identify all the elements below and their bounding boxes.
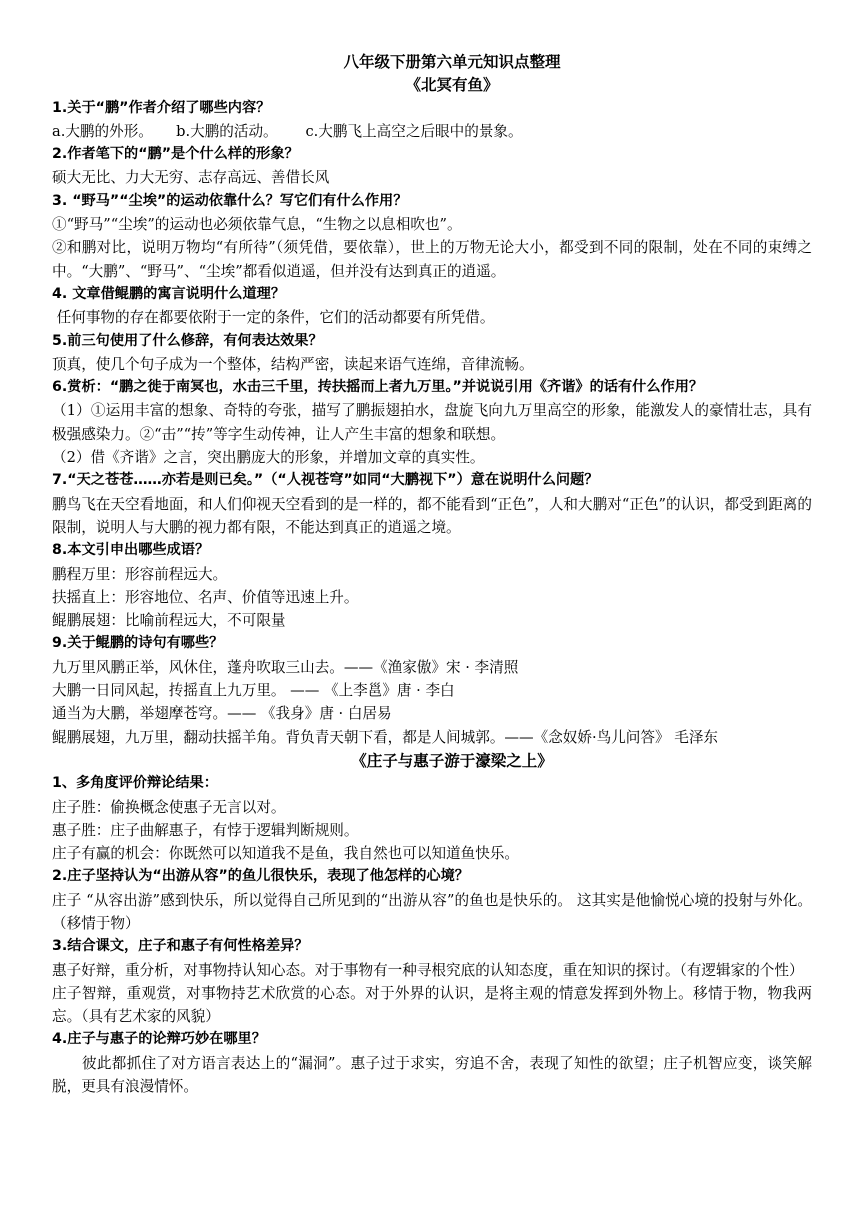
answer-line: 鲲鹏展翅：比喻前程远大，不可限量 (52, 612, 286, 630)
question: 4.庄子与惠子的论辩巧妙在哪里？ (52, 1031, 266, 1048)
question: 2.作者笔下的“鹏”是个什么样的形象？ (52, 146, 299, 163)
answer-line: 鹏程万里：形容前程远大。 (52, 565, 228, 583)
question: 2.庄子坚持认为“出游从容”的鱼儿很快乐，表现了他怎样的心境？ (52, 868, 469, 885)
question: 5.前三句使用了什么修辞，有何表达效果？ (52, 332, 323, 349)
section-title: 《庄子与惠子游于濠梁之上》 (351, 750, 553, 770)
question: 1.关于“鹏”作者介绍了哪些内容？ (52, 99, 271, 116)
answer-line: 顶真，使几个句子成为一个整体，结构严密，读起来语气连绵，音律流畅。 (52, 355, 534, 373)
section-title: 《北冥有鱼》 (405, 75, 499, 95)
question: 3. “野马”“尘埃”的运动依靠什么？写它们有什么作用？ (52, 192, 408, 209)
question: 1、多角度评价辩论结果： (52, 775, 218, 792)
answer-line: 惠子好辩，重分析，对事物持认知心态。对于事物有一种寻根究底的认知态度，重在知识的探讨。（有逻辑家的个性） (52, 961, 804, 979)
question: 4. 文章借鲲鹏的寓言说明什么道理？ (52, 285, 286, 302)
answer-line: （2）借《齐谐》之言，突出鹏庞大的形象，并增加文章的真实性。 (52, 449, 485, 467)
answer-line: 鲲鹏展翅，九万里，翻动扶摇羊角。背负青天朝下看，都是人间城郭。——《念奴娇·鸟儿问答》 毛泽东 (52, 728, 719, 746)
answer-line: 大鹏一日同风起，抟摇直上九万里。 —— 《上李邕》唐 · 李白 (52, 682, 455, 700)
answer-line: ②和鹏对比，说明万物均“有所待”（须凭借，要依靠），世上的万物无论大小，都受到不同的限制，处在不同的束缚之中。“大鹏”、“野马”、“尘埃”都看似逍遥，但并没有达到真正的逍遥。 (52, 239, 812, 280)
answer-line: 庄子 “从容出游”感到快乐，所以觉得自己所见到的“出游从容”的鱼也是快乐的。 这其实是他愉悦心境的投射与外化。（移情于物） (52, 891, 812, 932)
question: 3.结合课文，庄子和惠子有何性格差异？ (52, 938, 309, 955)
answer-line: 庄子有赢的机会：你既然可以知道我不是鱼，我自然也可以知道鱼快乐。 (52, 845, 520, 863)
answer-line: a.大鹏的外形。 b.大鹏的活动。 c.大鹏飞上高空之后眼中的景象。 (52, 122, 523, 140)
question: 9.关于鲲鹏的诗句有哪些？ (52, 635, 224, 652)
document-page (52, 50, 812, 1098)
document-title: 八年级下册第六单元知识点整理 (343, 52, 561, 71)
question: 8.本文引申出哪些成语？ (52, 542, 210, 559)
answer-line: 硕大无比、力大无穷、志存高远、善借长风 (52, 169, 330, 187)
answer-line: 九万里风鹏正举，风休住，蓬舟吹取三山去。——《渔家傲》宋 · 李清照 (52, 658, 519, 676)
question: 6.赏析：“鹏之徙于南冥也，水击三千里，抟扶摇而上者九万里。”并说说引用《齐谐》的话有什么作用？ (52, 379, 704, 396)
answer-line: 庄子智辩，重观赏，对事物持艺术欣赏的心态。对于外界的认识，是将主观的情意发挥到外物上。移情于物，物我两忘。（具有艺术家的风貌） (52, 984, 812, 1026)
answer-line: 任何事物的存在都要依附于一定的条件，它们的活动都要有所凭借。 (52, 309, 495, 327)
answer-line: 庄子胜：偷换概念使惠子无言以对。 (52, 798, 286, 816)
answer-line: ①“野马”“尘埃”的运动也必须依靠气息，“生物之以息相吹也”。 (52, 216, 462, 234)
answer-line: 通当为大鹏，举翅摩苍穹。—— 《我身》唐 · 白居易 (52, 705, 392, 723)
question: 7.“天之苍苍……亦若是则已矣。”（“人视苍穹”如同“大鹏视下”）意在说明什么问题？ (52, 472, 599, 489)
answer-line: 扶摇直上：形容地位、名声、价值等迅速上升。 (52, 588, 359, 606)
answer-line: （1）①运用丰富的想象、奇特的夸张，描写了鹏振翅拍水，盘旋飞向九万里高空的形象，能激发人的豪情壮志，具有极强感染力。②“击”“抟”等字生动传神，让人产生丰富的想象和联想。 (52, 402, 812, 443)
answer-line: 鹏鸟飞在天空看地面，和人们仰视天空看到的是一样的，都不能看到“正色”，人和大鹏对“正色”的认识，都受到距离的限制，说明人与大鹏的视力都有限，不能达到真正的逍遥之境。 (52, 495, 812, 536)
answer-line: 惠子胜：庄子曲解惠子，有悖于逻辑判断规则。 (52, 821, 359, 839)
answer-line: 彼此都抓住了对方语言表达上的“漏洞”。惠子过于求实，穷追不舍，表现了知性的欲望；庄子机智应变，谈笑解脱，更具有浪漫情怀。 (52, 1054, 812, 1096)
